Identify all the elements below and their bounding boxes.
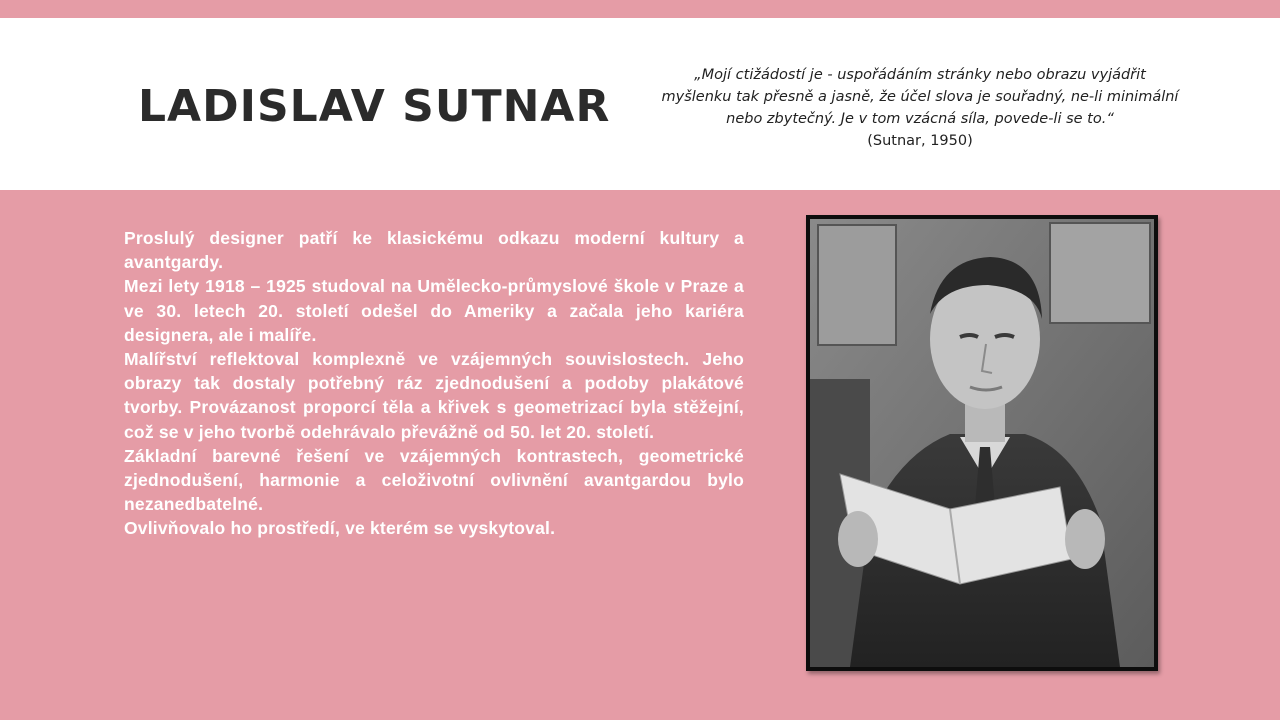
paragraph: Základní barevné řešení ve vzájemných kontrastech, geometrické zjednodušení, harmonie a celoživotní ovlivnění avantgardou bylo nezanedbatelné. (124, 445, 744, 515)
quote-text: „Mojí ctižádostí je - uspořádáním stránky nebo obrazu vyjádřit myšlenku tak přesně a jasně, že účel slova je souřadný, ne-li minimální nebo zbytečný. Je v tom vzácná síla, povede-li se to.“ (661, 67, 1179, 127)
paragraph: Proslulý designer patří ke klasickému odkazu moderní kultury a avantgardy. (124, 228, 744, 273)
page-title: LADISLAV SUTNAR (138, 81, 611, 132)
portrait-illustration (810, 219, 1154, 667)
biography-text (124, 226, 744, 541)
portrait-photo (806, 215, 1158, 671)
paragraph: Ovlivňovalo ho prostředí, ve kterém se vyskytoval. (124, 518, 556, 539)
paragraph: Mezi lety 1918 – 1925 studoval na Umělecko-průmyslové škole v Praze a ve 30. letech 20. století odešel do Ameriky a začala jeho kariéra designera, ale i malíře. (124, 276, 744, 345)
quote-block (660, 64, 1180, 152)
quote-citation: (Sutnar, 1950) (867, 133, 973, 149)
paragraph: Malířství reflektoval komplexně ve vzájemných souvislostech. Jeho obrazy tak dostaly potřebný ráz zjednodušení a podoby plakátové tvorby. Provázanost proporcí těla a křivek s geometrizací byla stěžejní, což se v jeho tvorbě odehrávalo převážně od 50. let 20. století. (124, 349, 744, 442)
